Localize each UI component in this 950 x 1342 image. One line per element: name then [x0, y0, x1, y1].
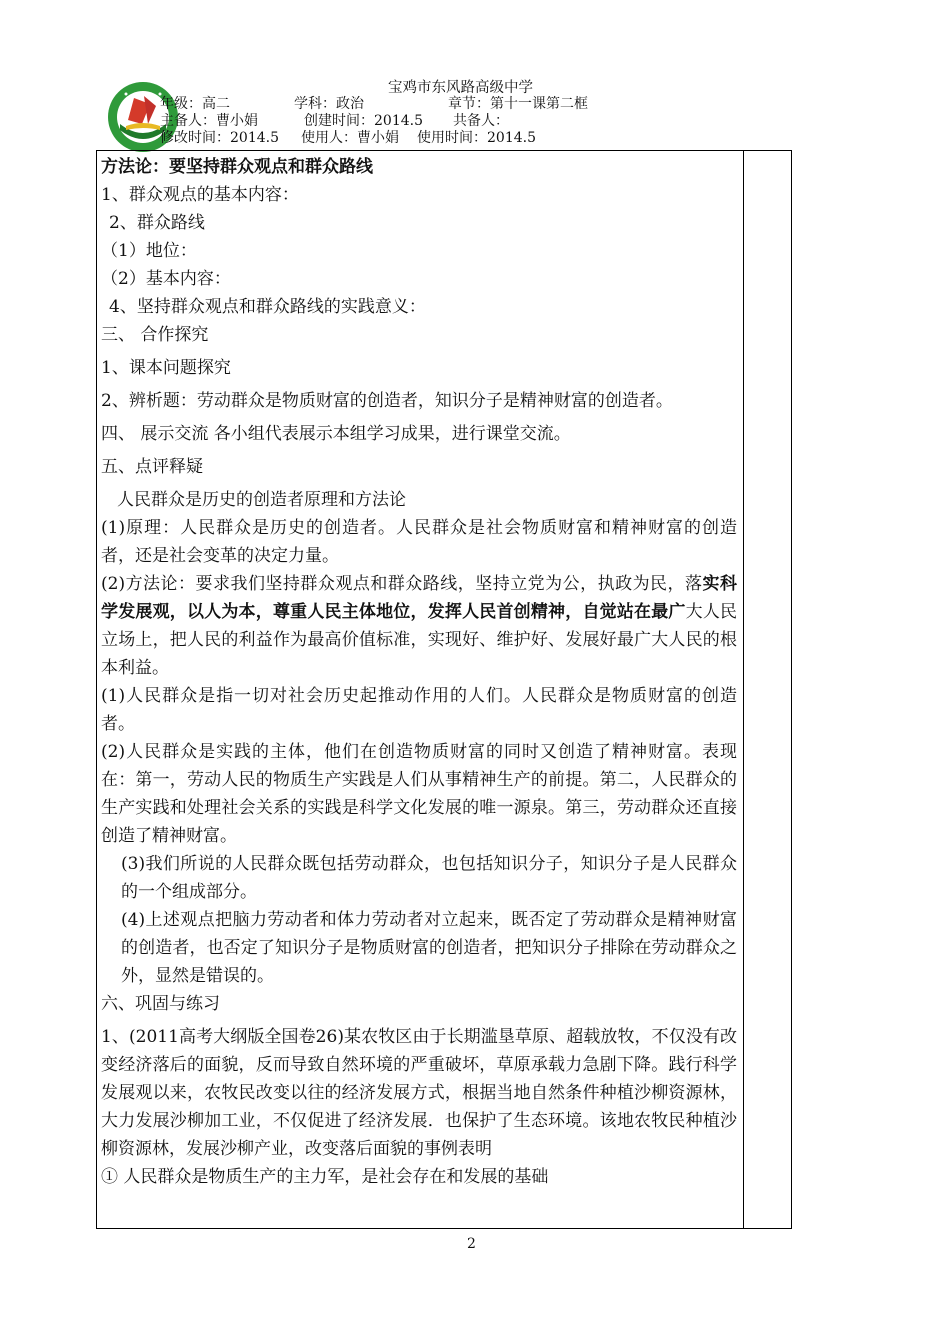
column-divider: [743, 151, 744, 1228]
header-line-2: [160, 113, 509, 130]
method-title: 方法论：要坚持群众观点和群众路线: [101, 157, 373, 177]
section-3-2: 2、辨析题：劳动群众是物质财富的创造者，知识分子是精神财富的创造者。: [101, 391, 673, 411]
modified-time: 修改时间：2014.5: [160, 130, 279, 146]
subject: 学科：政治: [294, 96, 364, 112]
analysis-2: (2)人民群众是实践的主体，他们在创造物质财富的同时又创造了精神财富。表现在：第一，劳动人民的物质生产实践是人们从事精神生产的前提。第二，人民群众的生产实践和处理社会关系的实践是科学文化发展的唯一源泉。第三，劳动群众还直接创造了精神财富。: [101, 742, 737, 846]
grade: 年级：高二: [160, 96, 230, 112]
principle: (1)原理：人民群众是历史的创造者。人民群众是社会物质财富和精神财富的创造者，还是社会变革的决定力量。: [101, 518, 737, 566]
item-2: 2、群众路线: [109, 213, 205, 233]
header-line-1: [160, 96, 588, 113]
methodology: [101, 570, 737, 682]
school-name: 宝鸡市东风路高级中学: [388, 80, 533, 96]
item-2-1: （1）地位：: [101, 241, 197, 261]
analysis-4: (4)上述观点把脑力劳动者和体力劳动者对立起来，既否定了劳动群众是精神财富的创造者，也否定了知识分子是物质财富的创造者，把知识分子排除在劳动群众之外，显然是错误的。: [121, 910, 737, 986]
chapter: 章节：第十一课第二框: [448, 96, 588, 112]
content-table: [96, 150, 792, 1229]
created-time: 创建时间：2014.5: [304, 113, 423, 129]
question-1: 1、(2011高考大纲版全国卷26)某农牧区由于长期滥垦草原、超载放牧，不仅没有改变经济落后的面貌，反而导致自然环境的严重破坏，草原承载力急剧下降。践行科学发展观以来，农牧民改变以往的经济发展方式，根据当地自然条件种植沙柳资源林，大力发展沙柳加工业，不仅促进了经济发展．也保护了生态环境。该地农牧民种植沙柳资源林，发展沙柳产业，改变落后面貌的事例表明: [101, 1027, 737, 1159]
content-cell: [101, 153, 737, 1191]
option-1: ① 人民群众是物质生产的主力军，是社会存在和发展的基础: [101, 1167, 549, 1187]
section-6: 六、巩固与练习: [101, 994, 220, 1014]
item-4: 4、坚持群众观点和群众路线的实践意义：: [109, 297, 426, 317]
page-number: 2: [467, 1236, 476, 1252]
use-time: 使用时间：2014.5: [417, 130, 536, 146]
header-line-3: [160, 130, 536, 147]
section-5: 五、点评释疑: [101, 457, 203, 477]
item-2-2: （2）基本内容：: [101, 269, 231, 289]
main-preparer: 主备人：曹小娟: [160, 113, 258, 129]
co-preparer: 共备人：: [453, 113, 509, 129]
section-5-title: 人民群众是历史的创造者原理和方法论: [117, 490, 406, 510]
section-3: 三、 合作探究: [101, 325, 209, 345]
analysis-3: (3)我们所说的人民群众既包括劳动群众，也包括知识分子，知识分子是人民群众的一个组成部分。: [121, 854, 737, 902]
methodology-part-1: (2)方法论：要求我们坚持群众观点和群众路线，坚持立党为公，执政为民，落: [101, 574, 703, 594]
methodology-part-3: 大人民立场上，把人民的利益作为最高价值标准，实现好、维护好、发展好最广大人民的根本利益。: [101, 602, 738, 678]
user: 使用人：曹小娟: [301, 130, 399, 146]
analysis-1: (1)人民群众是指一切对社会历史起推动作用的人们。人民群众是物质财富的创造者。: [101, 686, 737, 734]
item-1: 1、群众观点的基本内容：: [101, 185, 299, 205]
section-4: 四、 展示交流 各小组代表展示本组学习成果，进行课堂交流。: [101, 424, 571, 444]
section-3-1: 1、课本问题探究: [101, 358, 231, 378]
methodology-part-2: 实科学发展观，以人为本，尊重人民主体地位，发挥人民首创精神，自觉站在最广: [101, 574, 737, 622]
